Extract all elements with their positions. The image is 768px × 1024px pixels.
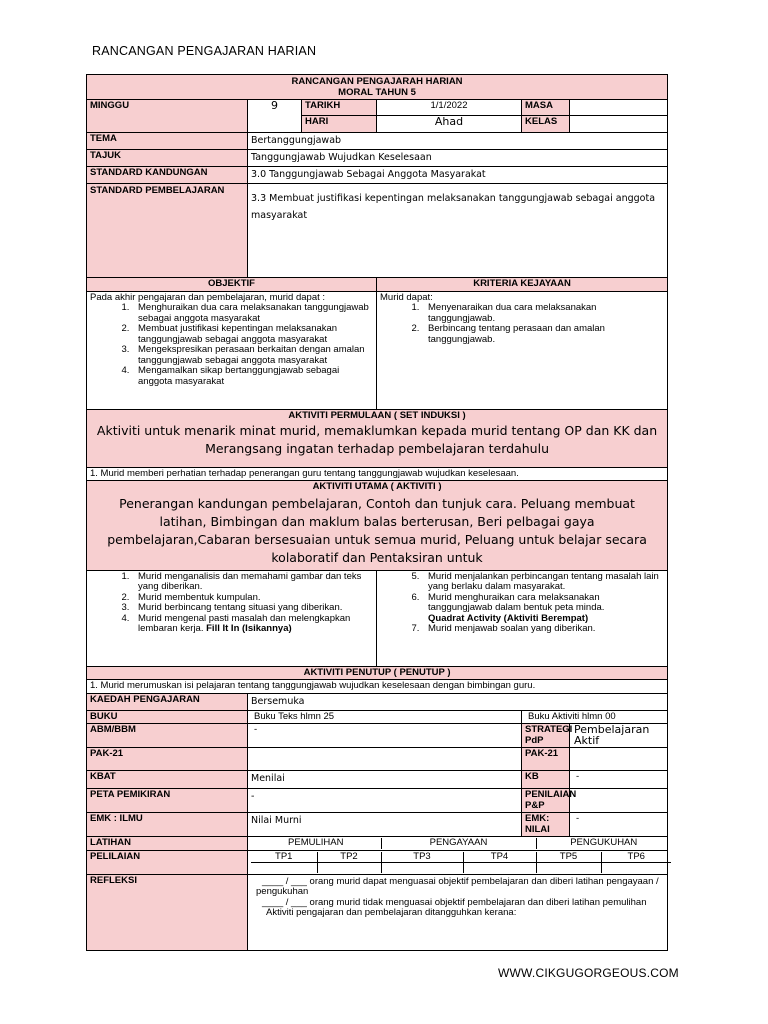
tp3-value[interactable] (381, 863, 463, 873)
latihan-label: LATIHAN (87, 837, 248, 851)
abm-value[interactable]: - (248, 724, 522, 748)
standard-kandungan-value[interactable]: 3.0 Tanggungjawab Sebagai Anggota Masyarakat (248, 167, 668, 184)
objektif-item: 4. Mengamalkan sikap bertanggungjawab sebagai anggota masyarakat (132, 366, 373, 387)
utama-item: 1. Murid menganalisis dan memahami gambar dan teks yang diberikan. (132, 572, 373, 593)
objektif-intro: Pada akhir pengajaran dan pembelajaran, murid dapat : (90, 291, 326, 303)
refleksi-cell[interactable] (248, 874, 668, 950)
latihan-pemulihan[interactable]: PEMULIHAN (288, 837, 344, 848)
lesson-plan-table (86, 74, 668, 951)
pak21-label: PAK-21 (87, 748, 248, 771)
strategi-value[interactable]: Pembelajaran Aktif (570, 724, 668, 748)
penilaian-value[interactable] (570, 789, 668, 813)
utama-activity-name: Fill It In (Isikannya) (206, 623, 292, 634)
tema-label: TEMA (87, 133, 248, 150)
standard-pembelajaran-label: STANDARD PEMBELAJARAN (87, 184, 248, 278)
kriteria-intro: Murid dapat: (380, 291, 433, 303)
penutup-heading: AKTIVITI PENUTUP ( PENUTUP ) (87, 666, 668, 680)
emk-nilai-label: EMK: NILAI (522, 813, 570, 837)
kbat-label: KBAT (87, 771, 248, 789)
utama-item: 3. Murid berbincang tentang situasi yang diberikan. (132, 603, 373, 614)
refleksi-line: Aktiviti pengajaran dan pembelajaran ditangguhkan kerana: (266, 907, 517, 918)
refleksi-line: ____ / ___ orang murid dapat menguasai objektif pembelajaran dan diberi latihan pengayaan / pengukuhan (256, 875, 659, 897)
emk-ilmu-value[interactable]: Nilai Murni (248, 813, 522, 837)
tp2-value[interactable] (317, 863, 381, 873)
masa-value[interactable] (570, 100, 668, 116)
utama-item-text: Murid mengenal pasti masalah dan melengkapkan lembaran kerja. (138, 612, 351, 634)
objektif-item: 2. Membuat justifikasi kepentingan melaksanakan tanggungjawab sebagai anggota masyarakat (132, 324, 373, 345)
buku-teks[interactable]: Buku Teks hlmn 25 (248, 710, 522, 724)
pak21-value[interactable] (248, 748, 522, 771)
objektif-item: 1. Menghuraikan dua cara melaksanakan tanggungjawab sebagai anggota masyarakat (132, 303, 373, 324)
utama-heading: AKTIVITI UTAMA ( AKTIVITI ) (312, 481, 442, 492)
hari-value[interactable]: Ahad (377, 116, 522, 133)
kriteria-cell (377, 291, 668, 409)
kriteria-list (380, 303, 664, 345)
emk-ilmu-label: EMK : ILMU (87, 813, 248, 837)
masa-label: MASA (522, 100, 570, 116)
tarikh-value[interactable]: 1/1/2022 (377, 100, 522, 116)
standard-pembelajaran-value[interactable]: 3.3 Membuat justifikasi kepentingan melaksanakan tanggungjawab sebagai anggota masyarakat (248, 184, 668, 278)
tajuk-label: TAJUK (87, 150, 248, 167)
utama-item-text: Murid menghuraikan cara melaksanakan tanggungjawab dalam bentuk peta minda. (428, 591, 605, 613)
kaedah-value[interactable]: Bersemuka (248, 693, 668, 710)
form-subtitle: MORAL TAHUN 5 (338, 87, 416, 98)
latihan-options (248, 837, 668, 851)
kriteria-heading: KRITERIA KEJAYAAN (377, 278, 668, 292)
permulaan-description: Aktiviti untuk menarik minat murid, memaklumkan kepada murid tentang OP dan KK dan Merangsang ingatan terhadap pembelajaran terdahulu (96, 423, 658, 456)
kbat-value[interactable]: Menilai (248, 771, 522, 789)
tp5-value[interactable] (536, 863, 601, 873)
form-title: RANCANGAN PENGAJARAH HARIAN (291, 76, 463, 87)
refleksi-label: REFLEKSI (87, 874, 248, 950)
permulaan-section (87, 409, 668, 467)
kelas-label: KELAS (522, 116, 570, 133)
pelilaian-label: PELILAIAN (87, 850, 248, 874)
kaedah-label: KAEDAH PENGAJARAN (87, 693, 248, 710)
tp4-label: TP4 (463, 852, 536, 863)
latihan-pengukuhan[interactable]: PENGUKUHAN (536, 838, 671, 849)
penutup-step[interactable]: 1. Murid merumuskan isi pelajaran tentang tanggungjawab wujudkan keselesaan dengan bimbingan guru. (87, 680, 668, 694)
utama-left-cell (87, 570, 377, 666)
tarikh-label: TARIKH (302, 100, 377, 116)
minggu-value[interactable]: 9 (248, 100, 302, 133)
utama-item (132, 614, 373, 635)
objektif-cell (87, 291, 377, 409)
tajuk-value[interactable]: Tanggungjawab Wujudkan Keselesaan (248, 150, 668, 167)
kriteria-item: 2. Berbincang tentang perasaan dan amalan tanggungjawab. (422, 324, 664, 345)
pak21-value-2[interactable] (570, 748, 668, 771)
tema-value[interactable]: Bertanggungjawab (248, 133, 668, 150)
pak21-label-2: PAK-21 (522, 748, 570, 771)
strategi-label: STRATEGI PdP (522, 724, 570, 748)
utama-item: 2. Murid membentuk kumpulan. (132, 593, 373, 604)
refleksi-line: ____ / ___ orang murid tidak menguasai objektif pembelajaran dan diberi latihan pemulihan (262, 896, 647, 908)
tp4-value[interactable] (463, 863, 536, 873)
standard-kandungan-label: STANDARD KANDUNGAN (87, 167, 248, 184)
utama-right-cell (377, 570, 668, 666)
tp6-label: TP6 (601, 852, 671, 863)
kb-label: KB (522, 771, 570, 789)
tp3-label: TP3 (381, 852, 463, 863)
page-header: RANCANGAN PENGAJARAN HARIAN (92, 44, 317, 58)
hari-label: HARI (302, 116, 377, 133)
objektif-list (90, 303, 373, 387)
buku-aktiviti[interactable]: Buku Aktiviti hlmn 00 (522, 710, 668, 724)
utama-activity-name: Quadrat Activity (Aktiviti Berempat) (428, 612, 589, 624)
kriteria-item: 1. Menyenaraikan dua cara melaksanakan tanggungjawab. (422, 303, 664, 324)
objektif-item: 3. Mengekspresikan perasaan berkaitan dengan amalan tanggungjawab sebagai anggota masyarakat (132, 345, 373, 366)
utama-right-list (380, 572, 664, 635)
abm-label: ABM/BBM (87, 724, 248, 748)
utama-description: Penerangan kandungan pembelajaran, Contoh dan tunjuk cara. Peluang membuat latihan, Bimbingan dan maklum balas berterusan, Beri pelbagai gaya pembelajaran,Cabaran bersesuaian untuk semua murid, Peluang untuk belajar secara kolaboratif dan Pentaksiran untuk (107, 495, 647, 565)
tp2-label: TP2 (317, 852, 381, 863)
tp-levels (248, 850, 668, 874)
tp5-label: TP5 (536, 852, 601, 863)
minggu-label: MINGGU (87, 100, 248, 133)
latihan-pengayaan[interactable]: PENGAYAAN (381, 838, 536, 849)
utama-item: 5. Murid menjalankan perbincangan tentang masalah lain yang berlaku dalam masyarakat. (422, 572, 664, 593)
tp1-label: TP1 (275, 850, 293, 862)
kelas-value[interactable] (570, 116, 668, 133)
kb-value[interactable]: - (570, 771, 668, 789)
peta-pemikiran-value[interactable]: - (248, 789, 522, 813)
emk-nilai-value[interactable]: - (570, 813, 668, 837)
utama-left-list (90, 572, 373, 635)
objektif-heading: OBJEKTIF (87, 278, 377, 292)
peta-pemikiran-label: PETA PEMIKIRAN (87, 789, 248, 813)
footer-url[interactable]: WWW.CIKGUGORGEOUS.COM (498, 966, 679, 980)
utama-item: 7. Murid menjawab soalan yang diberikan. (422, 624, 664, 635)
permulaan-heading: AKTIVITI PERMULAAN ( SET INDUKSI ) (288, 409, 466, 421)
permulaan-step[interactable]: 1. Murid memberi perhatian terhadap penerangan guru tentang tanggungjawab wujudkan keselesaan. (87, 467, 668, 481)
form-title-cell (87, 75, 668, 100)
tp1-value[interactable] (251, 863, 317, 873)
tp6-value[interactable] (601, 863, 671, 873)
utama-section (87, 481, 668, 571)
penilaian-label: PENILAIAN P&P (522, 789, 570, 813)
utama-item (422, 593, 664, 625)
buku-label: BUKU (87, 710, 248, 724)
